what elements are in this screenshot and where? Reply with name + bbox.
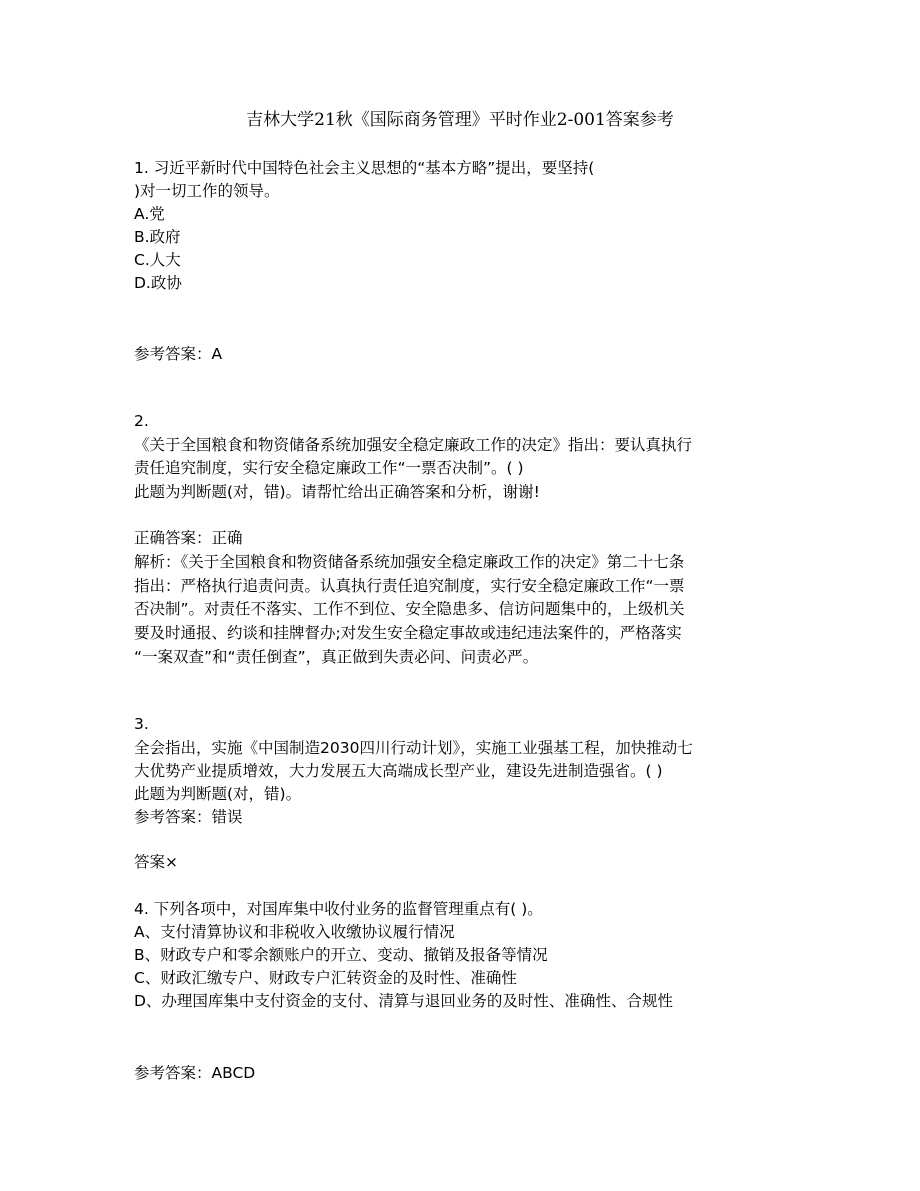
q3-stem-line-2: 大优势产业提质增效，大力发展五大高端成长型产业，建设先进制造强省。( ) <box>134 762 663 780</box>
q2-analysis-line-2: 指出：严格执行追责问责。认真执行责任追究制度，实行安全稳定廉政工作“一票 <box>134 577 685 595</box>
q2-answer: 正确答案：正确 <box>134 529 243 547</box>
q4-option-b: B、财政专户和零余额账户的开立、变动、撤销及报备等情况 <box>134 946 548 964</box>
q2-analysis-line-1: 解析：《关于全国粮食和物资储备系统加强安全稳定廉政工作的决定》第二十七条 <box>134 553 685 571</box>
q1-option-c: C.人大 <box>134 251 181 269</box>
q1-stem-line-1: 1. 习近平新时代中国特色社会主义思想的“基本方略”提出，要坚持( <box>134 159 595 177</box>
q3-stem-line-1: 全会指出，实施《中国制造2030四川行动计划》，实施工业强基工程，加快推动七 <box>134 739 693 757</box>
q3-stem-line-3: 此题为判断题(对，错)。 <box>134 785 302 803</box>
q4-answer: 参考答案：ABCD <box>134 1064 256 1082</box>
q2-analysis-line-3: 否决制”。对责任不落实、工作不到位、安全隐患多、信访问题集中的，上级机关 <box>134 600 685 618</box>
q3-note: 答案× <box>134 853 178 871</box>
q1-option-d: D.政协 <box>134 274 182 292</box>
document-title: 吉林大学21秋《国际商务管理》平时作业2-001答案参考 <box>246 110 674 130</box>
q4-option-d: D、办理国库集中支付资金的支付、清算与退回业务的及时性、准确性、合规性 <box>134 992 673 1010</box>
q4-stem: 4. 下列各项中，对国库集中收付业务的监督管理重点有( )。 <box>134 900 543 918</box>
q2-analysis-line-4: 要及时通报、约谈和挂牌督办;对发生安全稳定事故或违纪违法案件的，严格落实 <box>134 624 682 642</box>
q2-number: 2. <box>134 412 149 430</box>
q3-answer: 参考答案：错误 <box>134 808 243 826</box>
q2-stem-line-3: 此题为判断题(对，错)。请帮忙给出正确答案和分析，谢谢! <box>134 483 540 501</box>
q1-option-b: B.政府 <box>134 228 181 246</box>
q4-option-a: A、支付清算协议和非税收入收缴协议履行情况 <box>134 923 455 941</box>
q2-analysis-line-5: “一案双查”和“责任倒查”，真正做到失责必问、问责必严。 <box>134 648 539 666</box>
q1-stem-line-2: )对一切工作的领导。 <box>134 182 280 200</box>
q1-option-a: A.党 <box>134 205 165 223</box>
q3-number: 3. <box>134 715 149 733</box>
q2-stem-line-1: 《关于全国粮食和物资储备系统加强安全稳定廉政工作的决定》指出：要认真执行 <box>134 436 693 454</box>
q4-option-c: C、财政汇缴专户、财政专户汇转资金的及时性、准确性 <box>134 969 517 987</box>
q2-stem-line-2: 责任追究制度，实行安全稳定廉政工作“一票否决制”。( ) <box>134 459 524 477</box>
q1-answer: 参考答案：A <box>134 345 223 363</box>
